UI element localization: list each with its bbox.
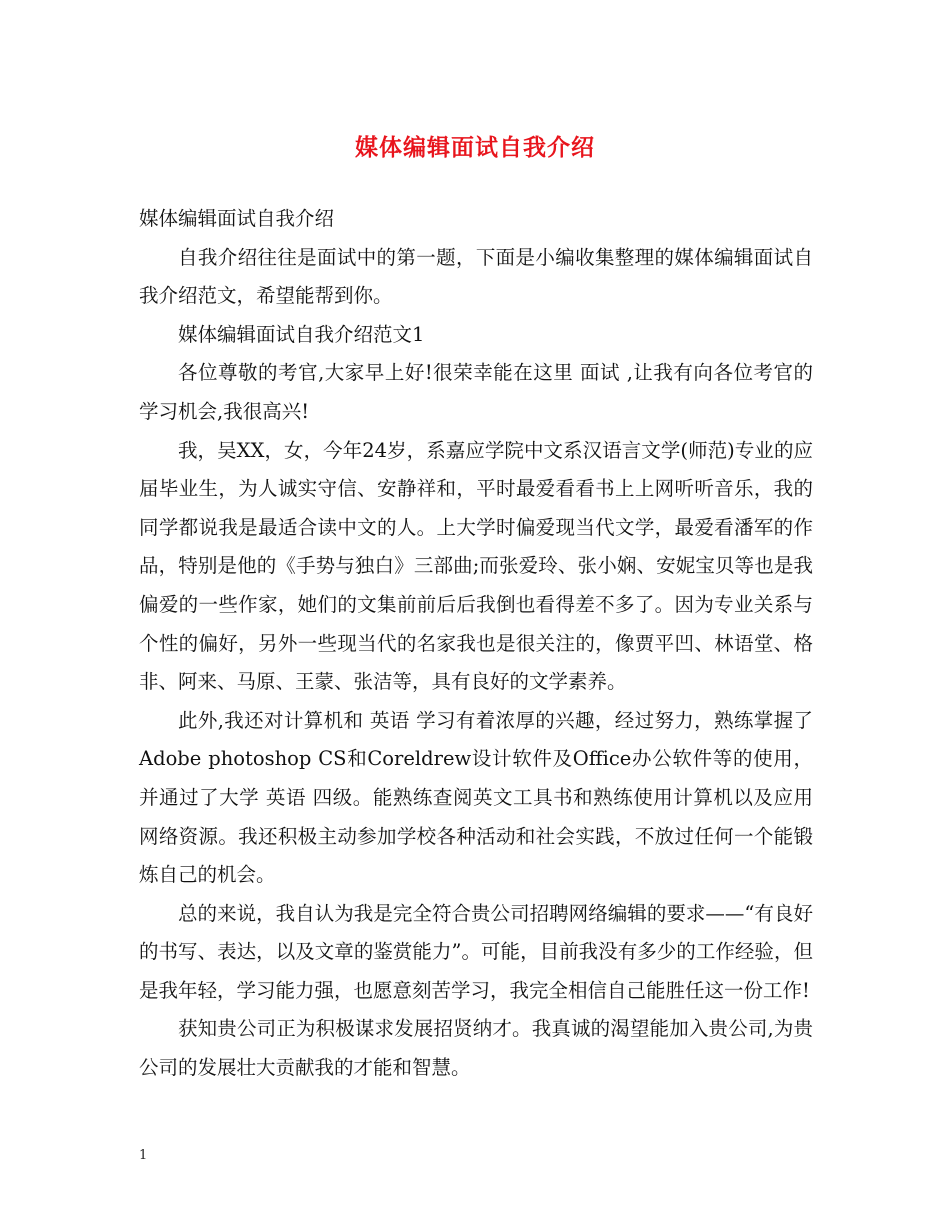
- paragraph-summary: 总的来说，我自认为我是完全符合贵公司招聘网络编辑的要求——“有良好的书写、表达，以及文章的鉴赏能力”。可能，目前我没有多少的工作经验，但是我年轻，学习能力强，也愿意刻苦学习，我完全相信自己能胜任这一份工作!: [139, 901, 813, 1002]
- paragraph-background: 我，吴XX，女，今年24岁，系嘉应学院中文系汉语言文学(师范)专业的应届毕业生，为人诚实守信、安静祥和，平时最爱看看书上上网听听音乐，我的同学都说我是最适合读中文的人。上大学时偏爱现当代文学，最爱看潘军的作品，特别是他的《手势与独白》三部曲;而张爱玲、张小娴、安妮宝贝等也是我偏爱的一些作家，她们的文集前前后后我倒也看得差不多了。因为专业关系与个性的偏好，另外一些现当代的名家我也是很关注的，像贾平凹、林语堂、格非、阿来、马原、王蒙、张洁等，具有良好的文学素养。: [139, 438, 813, 694]
- section-heading-sample-1: 媒体编辑面试自我介绍范文1: [178, 322, 425, 346]
- page-number: 1: [139, 1148, 148, 1163]
- body-heading: 媒体编辑面试自我介绍: [139, 207, 335, 230]
- paragraph-intro: 自我介绍往往是面试中的第一题，下面是小编收集整理的媒体编辑面试自我介绍范文，希望能帮到你。: [139, 245, 813, 308]
- paragraph-skills: 此外,我还对计算机和 英语 学习有着浓厚的兴趣，经过努力，熟练掌握了Adobe photoshop CS和Coreldrew设计软件及Office办公软件等的使用，并通过了大学 英语 四级。能熟练查阅英文工具书和熟练使用计算机以及应用网络资源。我还积极主动参加学校各种活动和社会实践，不放过任何一个能锻炼自己的机会。: [139, 708, 813, 887]
- document-title: 媒体编辑面试自我介绍: [355, 134, 595, 161]
- paragraph-closing: 获知贵公司正为积极谋求发展招贤纳才。我真诚的渴望能加入贵公司,为贵公司的发展壮大贡献我的才能和智慧。: [139, 1017, 813, 1080]
- paragraph-greeting: 各位尊敬的考官,大家早上好!很荣幸能在这里 面试 ,让我有向各位考官的学习机会,我很高兴!: [139, 361, 813, 423]
- document-body: [139, 200, 813, 1088]
